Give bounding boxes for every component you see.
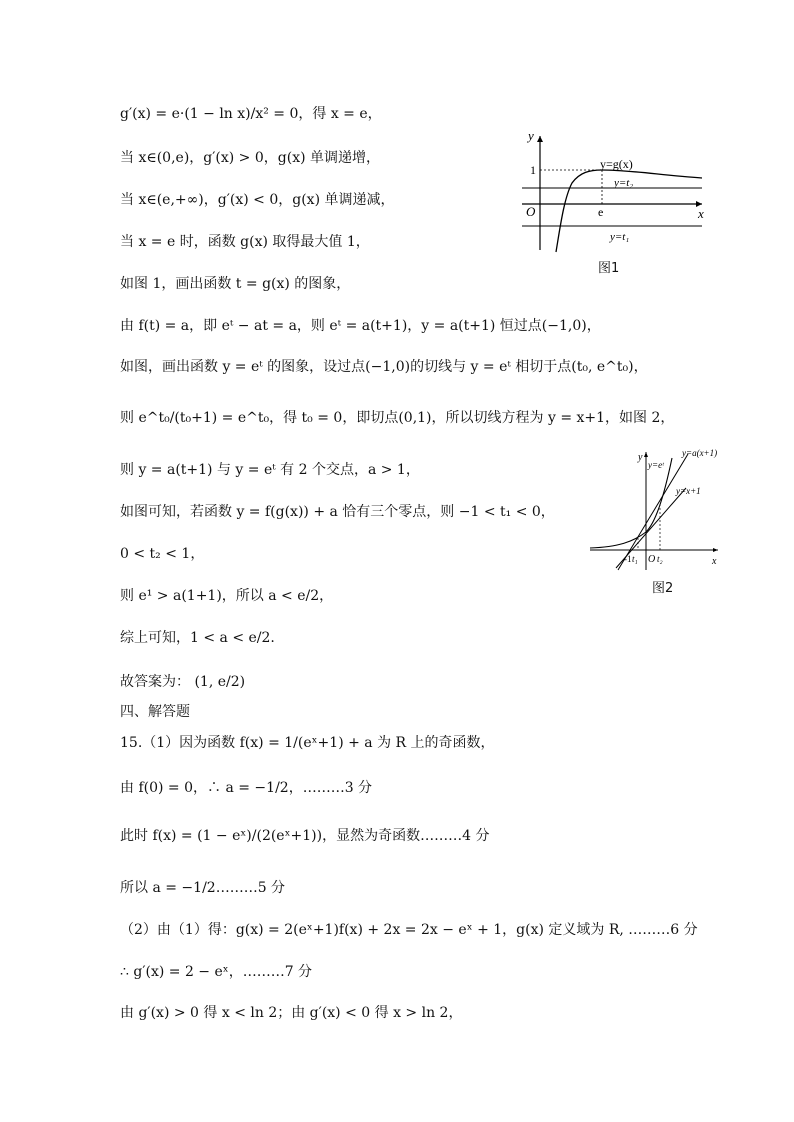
text-line: 0 < t₂ < 1， [120,546,205,562]
x-axis-label: x [698,206,704,221]
curve-label: y=g(x) [600,157,633,171]
origin-label: O [526,204,536,219]
tick-e-label: e [598,205,604,219]
text-line: 15.（1）因为函数 f(x) = 1/(eˣ+1) + a 为 R 上的奇函数， [120,735,495,751]
origin-label: O [648,554,656,565]
text-line: 当 x∈(0,e)，g′(x) > 0，g(x) 单调递增， [120,150,381,166]
text-line: 由 f(t) = a，即 eᵗ − at = a，则 eᵗ = a(t+1)，y = a(t+1) 恒过点(−1,0)， [120,318,601,334]
text-line: 由 f(0) = 0，∴ a = −1/2，………3 分 [120,780,373,796]
y-axis-label: y [638,452,643,463]
figure-2-graph [588,446,738,572]
y-axis-arrow [644,452,648,457]
text-line: 此时 f(x) = (1 − eˣ)/(2(eˣ+1))，显然为奇函数………4 分 [120,828,490,844]
figure-1 [510,128,710,258]
t1-label: t₁ [632,554,638,564]
text-line: （2）由（1）得：g(x) = 2(eˣ+1)f(x) + 2x = 2x − eˣ + 1，g(x) 定义域为 R, ………6 分 [120,922,698,938]
line-a-label: y=a(x+1) [682,448,718,458]
t1-label: y=t₁ [610,231,630,243]
text-line: 则 e^t₀/(t₀+1) = e^t₀，得 t₀ = 0，即切点(0,1)，所以切线方程为 y = x+1，如图 2， [120,410,675,426]
exp-label: y=eᵗ [648,460,664,470]
figure-2-caption: 图2 [652,581,674,596]
text-line: ∴ g′(x) = 2 − eˣ，………7 分 [120,964,313,980]
figure-1-graph [510,128,710,258]
text-line: 如图 1，画出函数 t = g(x) 的图象， [120,276,351,292]
text-line: 所以 a = −1/2………5 分 [120,880,286,896]
text-line: 当 x∈(e,+∞)，g′(x) < 0，g(x) 单调递减， [120,192,395,208]
x-axis-arrow [713,548,718,552]
t2-label: t₂ [657,554,663,564]
text-line: 如图，画出函数 y = eᵗ 的图象，设过点(−1,0)的切线与 y = eᵗ 相切于点(t₀, e^t₀)， [120,359,648,375]
text-line: 当 x = e 时，函数 g(x) 取得最大值 1， [120,234,370,250]
y-axis-label: y [528,128,534,143]
figure-1-caption: 图1 [598,261,620,276]
text-line: g′(x) = e·(1 − ln x)/x² = 0，得 x = e， [120,106,382,122]
exp-curve [590,458,672,548]
line-a [618,454,688,570]
text-line: 由 g′(x) > 0 得 x < ln 2；由 g′(x) < 0 得 x > ln 2， [120,1005,463,1021]
text-line: 则 e¹ > a(1+1)，所以 a < e/2， [120,588,334,604]
section-heading: 四、解答题 [120,704,190,720]
y-axis-arrow [537,136,543,142]
text-line: 则 y = a(t+1) 与 y = eᵗ 有 2 个交点，a > 1， [120,462,420,478]
tangent-label: y=x+1 [676,486,701,496]
text-line: 综上可知，1 < a < e/2. [120,630,275,646]
figure-2 [588,446,738,572]
text-line: 如图可知，若函数 y = f(g(x)) + a 恰有三个零点，则 −1 < t₁ < 0， [120,504,555,520]
x-axis-label: x [712,556,717,567]
tick-one-label: 1 [530,163,536,177]
t2-label: y=t₂ [614,177,634,189]
neg-one-label: -1 [624,554,632,564]
text-line: 故答案为： (1, e/2) [120,674,246,690]
